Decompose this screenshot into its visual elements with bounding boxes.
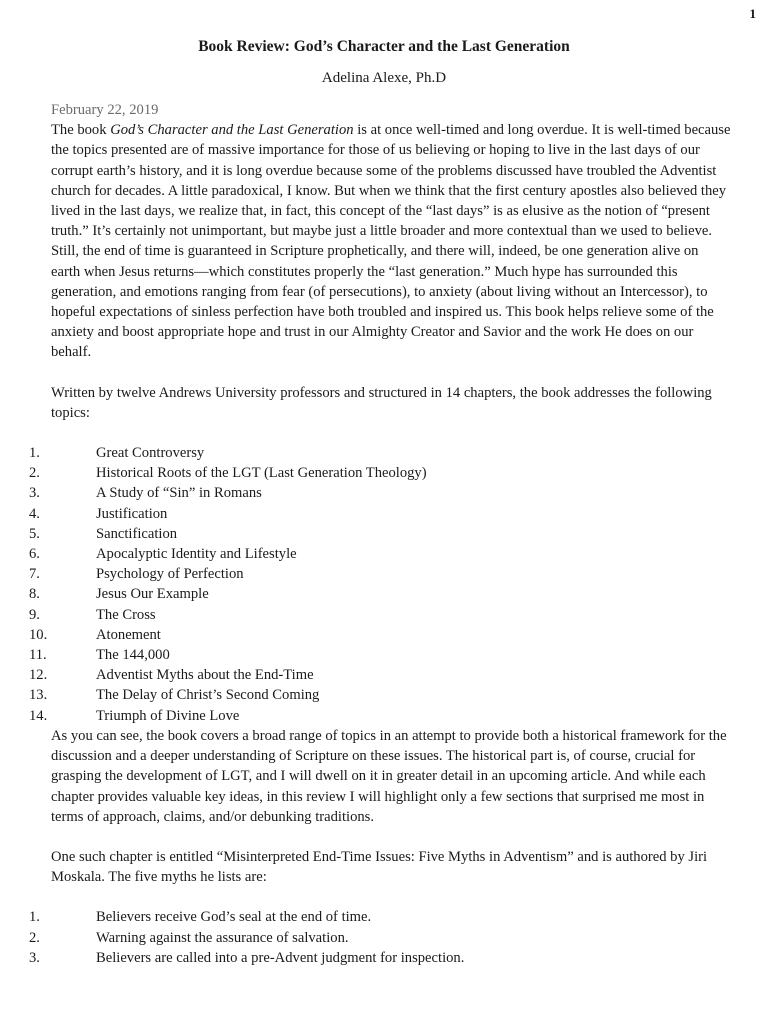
- topic-list-item: [29, 645, 731, 665]
- list-item-text: Apocalyptic Identity and Lifestyle: [96, 546, 297, 563]
- myths-list: [29, 907, 731, 968]
- list-item-text: Jesus Our Example: [96, 586, 209, 603]
- list-item-number: 12.: [29, 667, 48, 684]
- list-item-text: Great Controversy: [96, 445, 205, 462]
- list-item-number: 7.: [29, 566, 40, 583]
- paragraph-2: Still, the end of time is guaranteed in Scripture prophetically, and there will, indeed, be one generation alive on earth when Jesus returns—which constitutes properly the “last generation.” Much hype has surrounded this generation, and emotions ranging from fear (of persecutions), to anxiety (about living without an Intercessor), to hopeful expectations of sinless perfection have both troubled and inspired us. This book helps relieve some of the anxiety and boost appropriate hope and trust in our Almighty Creator and Savior and the work He does on our behalf.: [51, 243, 714, 361]
- list-item-number: 5.: [29, 525, 40, 542]
- topic-list-item: [29, 625, 731, 645]
- topic-list-item: [29, 463, 731, 483]
- topic-list-item: [29, 544, 731, 564]
- list-item-text: Believers are called into a pre-Advent judgment for inspection.: [96, 949, 465, 966]
- spacer: [51, 887, 731, 907]
- intro-rest: is at once well-timed and long overdue. It is well-timed because the topics presented are of massive importance for those of us believing or hoping to live in the last days of our corrupt earth’s history, and it is long overdue because some of the problems discussed have troubled the Adventist church for decades. A little paradoxical, I know. But when we think that the first century apostles also believed they lived in the last days, we realize that, in fact, this concept of the “last days” is as elusive as the notion of “present truth.” It’s certainly not unimportant, but maybe just a little broader and more contextual than we used to believe.: [51, 122, 731, 240]
- spacer: [51, 827, 731, 847]
- list-item-text: Warning against the assurance of salvation.: [96, 929, 349, 946]
- paragraph-3: Written by twelve Andrews University professors and structured in 14 chapters, the book addresses the following topics:: [51, 384, 712, 421]
- list-item-text: Justification: [96, 505, 168, 522]
- topics-list: [29, 443, 731, 726]
- list-item-number: 14.: [29, 707, 48, 724]
- list-item-text: Atonement: [96, 626, 161, 643]
- spacer: [51, 423, 731, 443]
- list-item-number: 2.: [29, 465, 40, 482]
- list-item-text: Psychology of Perfection: [96, 566, 244, 583]
- topic-list-item: [29, 605, 731, 625]
- list-item-number: 2.: [29, 929, 40, 946]
- list-item-number: 3.: [29, 949, 40, 966]
- list-item-number: 8.: [29, 586, 40, 603]
- topic-list-item: [29, 665, 731, 685]
- document-title: Book Review: God’s Character and the Last Generation: [198, 38, 570, 55]
- intro-lead: The book: [51, 122, 111, 139]
- paragraph-4: As you can see, the book covers a broad range of topics in an attempt to provide both a historical framework for the discussion and a deeper understanding of Scripture on these issues. The historical part is, of course, crucial for grasping the development of LGT, and I will dwell on it in greater detail in an upcoming article. And while each chapter provides valuable key ideas, in this review I will highlight only a few sections that surprised me most in terms of approach, claims, and/or debunking traditions.: [51, 727, 727, 825]
- list-item-number: 11.: [29, 647, 47, 664]
- publication-date: February 22, 2019: [51, 102, 159, 118]
- list-item-number: 10.: [29, 626, 48, 643]
- topic-list-item: [29, 706, 731, 726]
- intro-paragraph: [51, 120, 731, 241]
- author-name: Adelina Alexe, Ph.D: [321, 70, 447, 86]
- list-item-number: 4.: [29, 505, 40, 522]
- list-item-number: 3.: [29, 485, 40, 502]
- page-number: 1: [749, 6, 756, 21]
- topic-list-item: [29, 483, 731, 503]
- myth-list-item: [29, 928, 731, 948]
- topic-list-item: [29, 504, 731, 524]
- topic-list-item: [29, 564, 731, 584]
- myth-list-item: [29, 948, 731, 968]
- book-title: God’s Character and the Last Generation: [110, 122, 354, 139]
- list-item-text: The Cross: [96, 606, 156, 623]
- list-item-number: 13.: [29, 687, 48, 704]
- topic-list-item: [29, 443, 731, 463]
- list-item-number: 9.: [29, 606, 40, 623]
- topic-list-item: [29, 685, 731, 705]
- list-item-text: A Study of “Sin” in Romans: [96, 485, 262, 502]
- list-item-text: Sanctification: [96, 525, 178, 542]
- list-item-number: 1.: [29, 445, 40, 462]
- list-item-text: Adventist Myths about the End-Time: [96, 667, 314, 684]
- list-item-text: The 144,000: [96, 647, 170, 664]
- list-item-text: Historical Roots of the LGT (Last Generation Theology): [96, 465, 427, 482]
- topic-list-item: [29, 524, 731, 544]
- paragraph-5: One such chapter is entitled “Misinterpreted End-Time Issues: Five Myths in Adventism” and is authored by Jiri Moskala. The five myths he lists are:: [51, 848, 708, 886]
- list-item-text: Triumph of Divine Love: [96, 707, 240, 724]
- topic-list-item: [29, 584, 731, 604]
- spacer: [51, 363, 731, 383]
- list-item-number: 1.: [29, 909, 40, 926]
- list-item-text: The Delay of Christ’s Second Coming: [96, 687, 320, 704]
- list-item-number: 6.: [29, 546, 40, 563]
- list-item-text: Believers receive God’s seal at the end of time.: [96, 909, 372, 926]
- myth-list-item: [29, 907, 731, 927]
- document-body: [29, 100, 731, 968]
